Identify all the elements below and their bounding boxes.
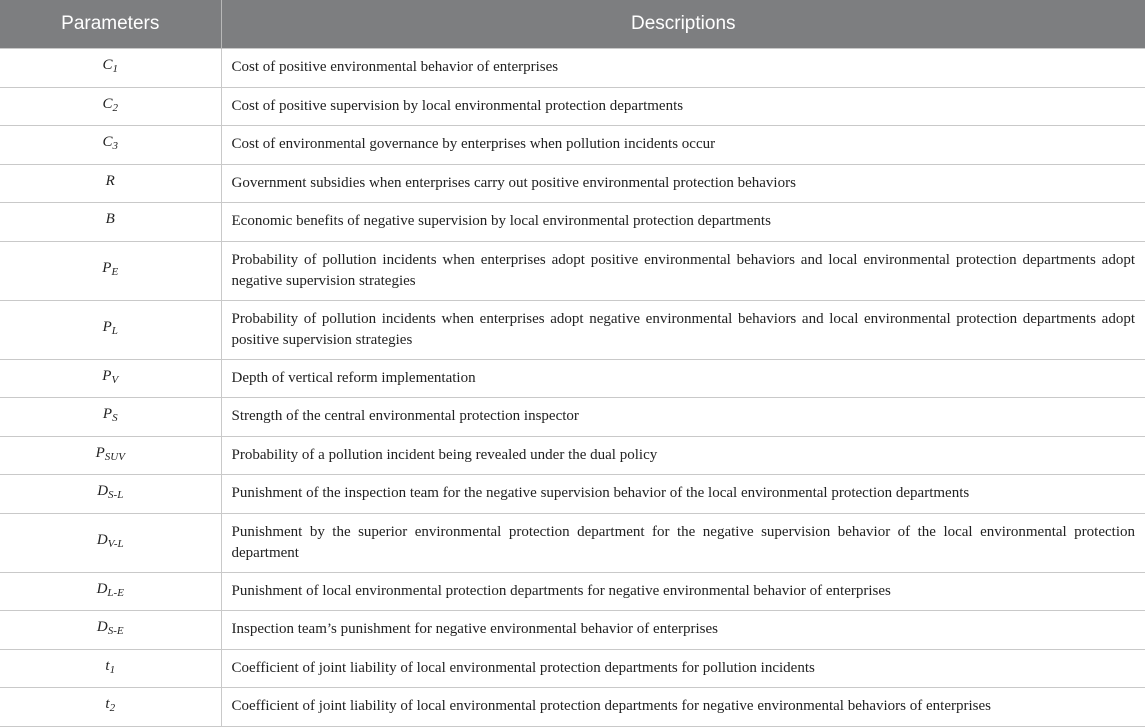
table-row [0, 203, 1145, 242]
parameter-subscript: SUV [104, 450, 125, 463]
table-row [0, 164, 1145, 203]
parameter-cell [0, 126, 221, 165]
parameter-symbol: R [105, 172, 115, 189]
parameter-subscript: V [111, 373, 119, 386]
description-cell: Depth of vertical reform implementation [221, 359, 1145, 398]
parameter-symbol: P [102, 260, 112, 276]
parameter-cell [0, 611, 221, 650]
parameter-cell [0, 398, 221, 437]
parameter-cell [0, 49, 221, 88]
parameter-symbol: D [97, 483, 109, 500]
parameter-cell [0, 203, 221, 242]
description-cell: Punishment of local environmental protection departments for negative environmental behavior of enterprises [221, 572, 1145, 611]
description-cell: Punishment of the inspection team for the negative supervision behavior of the local environmental protection departments [221, 475, 1145, 514]
parameter-subscript: 2 [112, 101, 118, 114]
description-cell: Probability of a pollution incident being revealed under the dual policy [221, 436, 1145, 475]
parameter-subscript: S-E [107, 625, 124, 638]
table-row [0, 241, 1145, 300]
parameter-cell [0, 572, 221, 611]
parameter-symbol: C [102, 134, 113, 151]
parameter-symbol: D [96, 532, 108, 548]
parameter-symbol: t [105, 696, 110, 713]
parameter-subscript: V-L [107, 538, 124, 550]
parameter-subscript: 3 [112, 140, 118, 153]
parameter-cell [0, 649, 221, 688]
parameter-subscript: L-E [107, 586, 124, 599]
parameter-symbol: D [96, 580, 108, 597]
parameter-cell [0, 688, 221, 727]
table-row [0, 475, 1145, 514]
table-row [0, 126, 1145, 165]
table-row [0, 513, 1145, 572]
parameter-cell [0, 300, 221, 359]
description-cell: Cost of positive environmental behavior of enterprises [221, 49, 1145, 88]
header-descriptions: Descriptions [221, 0, 1145, 49]
parameter-cell [0, 87, 221, 126]
parameter-cell [0, 164, 221, 203]
parameter-symbol: P [95, 444, 105, 461]
description-cell: Coefficient of joint liability of local environmental protection departments for pollution incidents [221, 649, 1145, 688]
header-row [0, 0, 1145, 49]
parameter-symbol: C [102, 57, 113, 74]
parameter-subscript: 1 [109, 663, 116, 676]
parameter-cell [0, 359, 221, 398]
parameter-symbol: P [102, 406, 113, 423]
table-row [0, 87, 1145, 126]
description-cell: Government subsidies when enterprises carry out positive environmental protection behaviors [221, 164, 1145, 203]
description-cell: Cost of environmental governance by enterprises when pollution incidents occur [221, 126, 1145, 165]
table-row [0, 436, 1145, 475]
parameter-symbol: t [105, 657, 110, 674]
table-row [0, 649, 1145, 688]
parameter-subscript: S-L [108, 489, 124, 502]
description-cell: Probability of pollution incidents when enterprises adopt positive environmental behaviors and local environmental protection departments adopt negative supervision strategies [221, 241, 1145, 300]
parameter-symbol: P [102, 319, 112, 335]
parameter-subscript: L [111, 325, 118, 337]
parameter-cell [0, 475, 221, 514]
table-row [0, 688, 1145, 727]
table-row [0, 49, 1145, 88]
description-cell: Punishment by the superior environmental protection department for the negative supervision behavior of the local environmental protection department [221, 513, 1145, 572]
description-cell: Inspection team’s punishment for negative environmental behavior of enterprises [221, 611, 1145, 650]
table-row [0, 572, 1145, 611]
description-cell: Economic benefits of negative supervision by local environmental protection departments [221, 203, 1145, 242]
parameter-cell [0, 241, 221, 300]
parameter-subscript: 1 [112, 63, 118, 76]
table-row [0, 611, 1145, 650]
parameter-cell [0, 436, 221, 475]
parameter-subscript: E [111, 266, 119, 278]
description-cell: Strength of the central environmental protection inspector [221, 398, 1145, 437]
description-cell: Cost of positive supervision by local environmental protection departments [221, 87, 1145, 126]
parameter-symbol: C [102, 95, 113, 112]
parameter-symbol: B [105, 211, 115, 228]
description-cell: Probability of pollution incidents when enterprises adopt negative environmental behaviors and local environmental protection departments adopt positive supervision strategies [221, 300, 1145, 359]
table-row [0, 300, 1145, 359]
parameter-subscript: S [112, 412, 118, 425]
parameter-subscript: 2 [109, 702, 116, 715]
parameter-symbol: P [102, 367, 112, 384]
parameter-cell [0, 513, 221, 572]
parameter-symbol: D [96, 619, 108, 636]
header-parameters: Parameters [0, 0, 221, 49]
table-row [0, 398, 1145, 437]
table-row [0, 359, 1145, 398]
description-cell: Coefficient of joint liability of local environmental protection departments for negative environmental behaviors of enterprises [221, 688, 1145, 727]
